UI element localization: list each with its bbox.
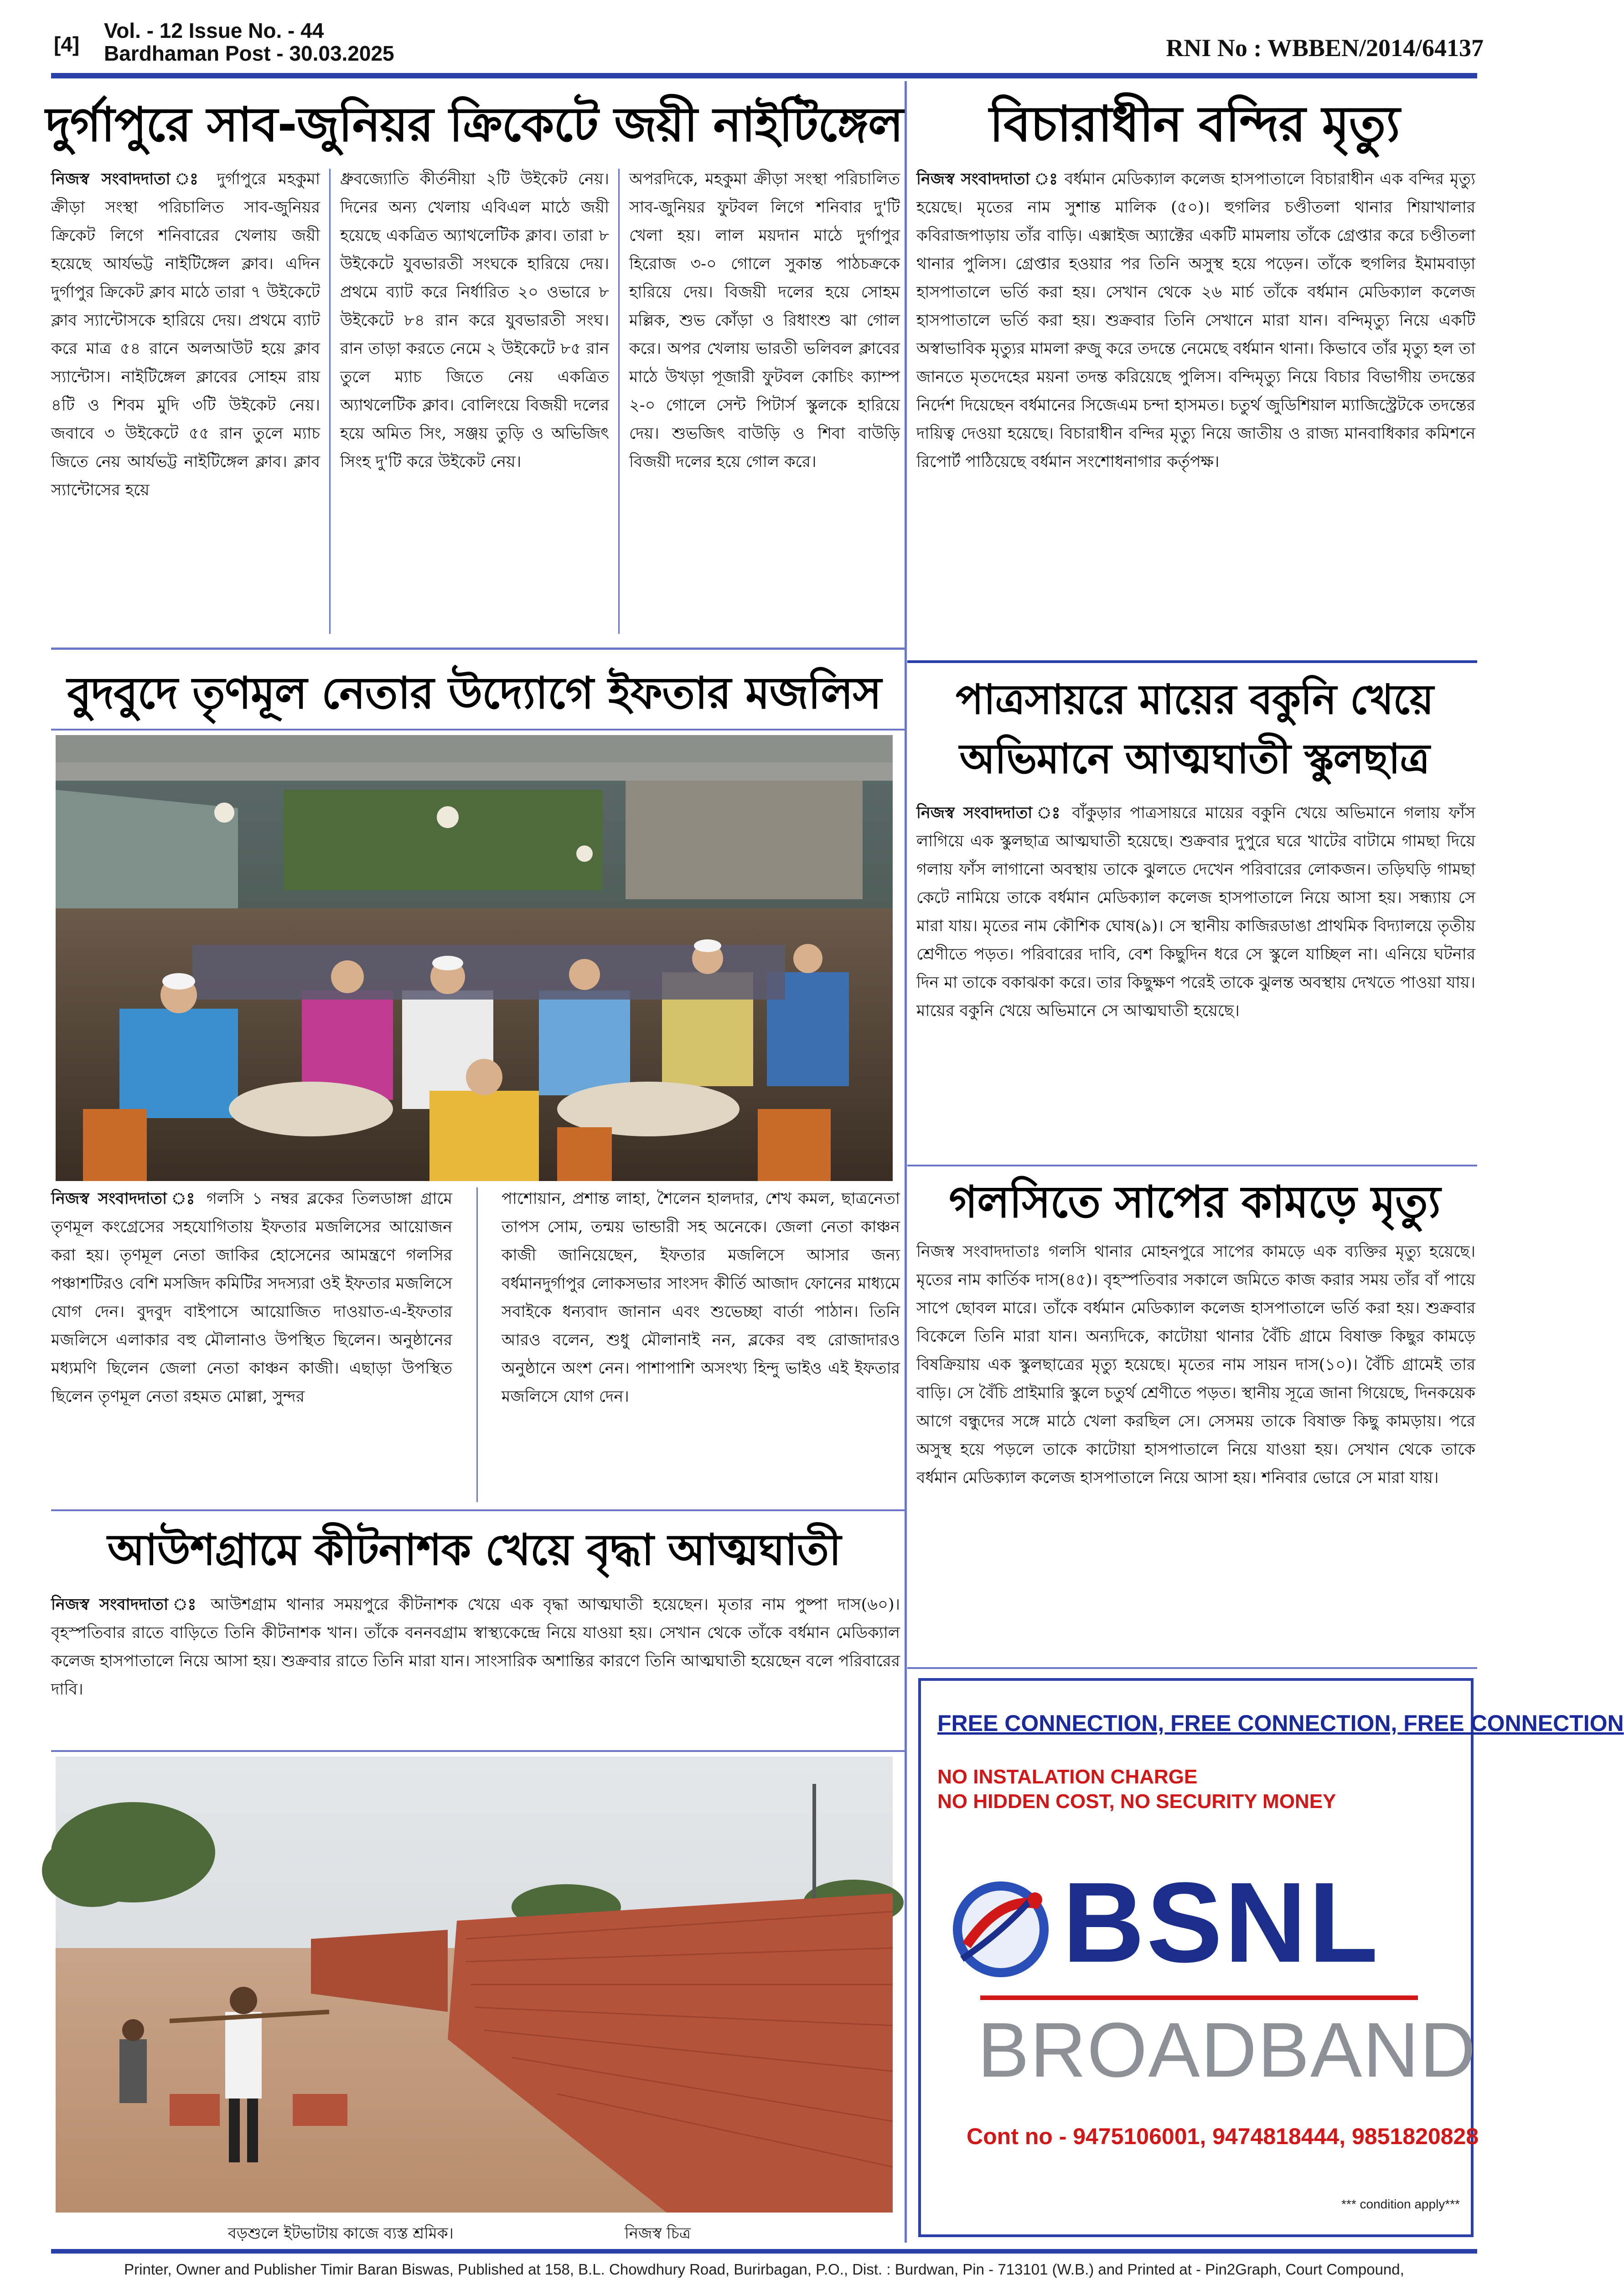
footer-rule (51, 2249, 1477, 2254)
iftar-col-2 (502, 1185, 900, 1504)
article-text: পাশোয়ান, প্রশান্ত লাহা, শৈলেন হালদার, শেখ কমল, ছাত্রনেতা তাপস সোম, তন্ময় ভান্ডারী সহ অনেকে। জেলা নেতা কাঞ্চন কাজী জানিয়েছেন, ইফতার মজলিসে আসার জন্য বর্ধমানদুর্গাপুর লোকসভার সাংসদ কীর্তি আজাদ ফোনের মাধ্যমে সবাইকে ধন্যবাদ জানান এবং শুভেচ্ছা বার্তা পাঠান। তিনি আরও বলেন, শুধু মৌলানাই নন, ব্লকের বহু রোজাদারও অনুষ্ঠানে অংশ নেন। পাশাপাশি অসংখ্য হিন্দু ভাইও এই ইফতার মজলিসে যোগ দেন। (502, 1190, 900, 1406)
section-rule (51, 1750, 905, 1752)
paper-date: Bardhaman Post - 30.03.2025 (104, 41, 394, 65)
article-text: দুর্গাপুরে মহকুমা ক্রীড়া সংস্থা পরিচালিত সাব-জুনিয়র ক্রিকেট লিগে শনিবারের খেলায় জয়ী হয়েছে আর্যভট্ট নাইটিঙ্গেল ক্লাব। এদিন দুর্গাপুর ক্রিকেট ক্লাব মাঠে তারা ৭ উইকেটে ক্লাব স্যান্টোসকে হারিয়ে দেয়। প্রথমে ব্যাট করে মাত্র ৫৪ রানে অলআউট হয়ে ক্লাব স্যান্টোস। নাইটিঙ্গেল ক্লাবের সোহম রায় ৪টি ও শিবম মুদি ৩টি উইকেট নেয়। জবাবে ৩ উইকেটে ৫৫ রান তুলে ম্যাচ জিতে নেয় আর্যভট্ট নাইটিঙ্গেল ক্লাব। ক্লাব স্যান্টোসের হয়ে (51, 170, 320, 499)
bsnl-advertisement (918, 1678, 1624, 2237)
byline: নিজস্ব সংবাদদাতা ঃ (916, 170, 1059, 188)
snake-body (916, 1238, 1475, 1666)
bsnl-logo-icon (948, 1877, 1053, 1982)
section-rule (907, 1667, 1477, 1669)
article-text: আউশগ্রাম থানার সময়পুরে কীটনাশক খেয়ে এক বৃদ্ধা আত্মঘাতী হয়েছেন। মৃতার নাম পুষ্পা দাস(৬০)। বৃহস্পতিবার রাতে বাড়িতে তিনি কীটনাশক খান। তাঁকে বননবগ্রাম স্বাস্থ্যকেন্দ্রে নিয়ে যাওয়া হয়। সেখান থেকে তাঁকে বর্ধমান মেডিক্যাল কলেজ হাসপাতালে নিয়ে আসা হয়। শুক্রবার রাতে তিনি মারা যান। সাংসারিক অশান্তির কারণে তিনি আত্মঘাতী হয়েছেন বলে পরিবারের দাবি। (51, 1596, 900, 1699)
iftar-col-1 (51, 1185, 452, 1504)
section-rule (51, 648, 905, 650)
ad-line-2: NO HIDDEN COST, NO SECURITY MONEY (937, 1790, 1336, 1813)
ad-product: BROADBAND (978, 2007, 1477, 2093)
cricket-col-3 (629, 165, 900, 639)
headline-snake: গলসিতে সাপের কামড়ে মৃত্যু (949, 1176, 1440, 1228)
header-rule (51, 73, 1477, 78)
brick-kiln-photo (56, 1757, 893, 2213)
iftar-photo (56, 735, 893, 1181)
photo-credit: নিজস্ব চিত্র (625, 2224, 691, 2243)
headline-cricket: দুর্গাপুরে সাব-জুনিয়র ক্রিকেটে জয়ী নাইটিঙ্গেল (46, 97, 903, 152)
article-text: ধ্রুবজ্যোতি কীর্তনীয়া ২টি উইকেট নেয়। দিনের অন্য খেলায় এবিএল মাঠে জয়ী হয়েছে একত্রিত অ্যাথলেটিক ক্লাব। তারা ৮ উইকেটে যুবভারতী সংঘকে হারিয়ে দেয়। প্রথমে ব্যাট করে নির্ধারিত ২০ ওভারে ৮ উইকেটে ৮৪ রান করে যুবভারতী সংঘ। রান তাড়া করতে নেমে ২ উইকেটে ৮৫ রান তুলে ম্যাচ জিতে নেয় একত্রিত অ্যাথলেটিক ক্লাব। বোলিংয়ে বিজয়ী দলের হয়ে অমিত সিং, সঞ্জয় তুড়ি ও অভিজিৎ সিংহ দু'টি করে উইকেট নেয়। (340, 170, 609, 471)
article-text: নিজস্ব সংবাদদাতাঃ গলসি থানার মোহনপুরে সাপের কামড়ে এক ব্যক্তির মৃত্যু হয়েছে। মৃতের নাম কার্তিক দাস(৪৫)। বৃহস্পতিবার সকালে জমিতে কাজ করার সময় তাঁর বাঁ পায়ে সাপে ছোবল মারে। তাঁকে বর্ধমান মেডিক্যাল কলেজ হাসপাতালে ভর্তি করা হয়। শুক্রবার বিকেলে তিনি মারা যান। অন্যদিকে, কাটোয়া থানার বৈঁচি গ্রামে বিষাক্ত কিছুর কামড়ে বিষক্রিয়ায় এক স্কুলছাত্রের মৃত্যু হয়েছে। মৃতের নাম সায়ন দাস(১০)। বৈঁচি গ্রামেই তার বাড়ি। সে বৈঁচি প্রাইমারি স্কুলে চতুর্থ শ্রেণীতে পড়ত। স্থানীয় সূত্রে জানা গিয়েছে, দিনকয়েক আগে বন্ধুদের সঙ্গে মাঠে খেলা করছিল সে। সেসময় তাকে বিষাক্ত কিছু কামড়ায়। পরে অসুস্থ হয়ে পড়লে তাকে কাটোয়া হাসপাতালে নিয়ে যাওয়া হয়। সেখান থেকে তাকে বর্ধমান মেডিক্যাল কলেজ হাসপাতালে নিয়ে আসা হয়। শনিবার ভোরে সে মারা যায়। (916, 1243, 1475, 1487)
ad-rule (980, 1995, 1418, 2000)
ad-condition: *** condition apply*** (1341, 2197, 1460, 2211)
cricket-col-2 (340, 165, 609, 639)
section-rule (907, 1165, 1477, 1166)
byline: নিজস্ব সংবাদদাতা ঃ (51, 170, 205, 188)
page-number: [4] (54, 32, 80, 56)
ad-title: FREE CONNECTION, FREE CONNECTION, FREE CONNECTION (937, 1710, 1624, 1736)
article-text: গলসি ১ নম্বর ব্লকের তিলডাঙ্গা গ্রামে তৃণমূল কংগ্রেসের সহযোগিতায় ইফতার মজলিসের আয়োজন করা হয়। তৃণমূল নেতা জাকির হোসেনের আমন্ত্রণে গলসির পঞ্চাশটিরও বেশি মসজিদ কমিটির সদস্যরা ওই ইফতার মজলিসে যোগ দেন। বুদবুদ বাইপাসে আয়োজিত দাওয়াত-এ-ইফতার মজলিসে এলাকার বহু মৌলানাও উপস্থিত ছিলেন। অনুষ্ঠানের মধ্যমণি ছিলেন জেলা নেতা কাঞ্চন কাজী। এছাড়া উপস্থিত ছিলেন তৃণমূল নেতা রহমত মোল্লা, সুন্দর (51, 1190, 452, 1406)
cricket-col-1 (51, 165, 320, 639)
article-text: অপরদিকে, মহকুমা ক্রীড়া সংস্থা পরিচালিত সাব-জুনিয়র ফুটবল লিগে শনিবার দু'টি খেলা হয়। লাল ময়দান মাঠে দুর্গাপুর হিরোজ ৩-০ গোলে সুকান্ত পাঠচক্রকে হারিয়ে দেয়। বিজয়ী দলের হয়ে সোহম মল্লিক, শুভ কোঁড়া ও রিধাংশু ঝা গোল করে। অপর খেলায় ভারতী ভলিবল ক্লাবের মাঠে উখড়া পূজারী ফুটবল কোচিং ক্যাম্প ২-০ গোলে সেন্ট পিটার্স স্কুলকে হারিয়ে দেয়। শুভজিৎ বাউড়ি ও শিবা বাউড়ি বিজয়ী দলের হয়ে গোল করে। (629, 170, 900, 471)
headline-student-line2: অভিমানে আত্মঘাতী স্কুলছাত্র (959, 735, 1430, 783)
headline-prisoner: বিচারাধীন বন্দির মৃত্যু (989, 96, 1400, 153)
volume-issue: Vol. - 12 Issue No. - 44 (104, 19, 324, 42)
section-rule (907, 660, 1477, 663)
prisoner-body (916, 165, 1475, 648)
headline-iftar: বুদবুদে তৃণমূল নেতার উদ্যোগে ইফতার মজলিস (67, 668, 881, 719)
article-text: বর্ধমান মেডিক্যাল কলেজ হাসপাতালে বিচারাধীন এক বন্দির মৃত্যু হয়েছে। মৃতের নাম সুশান্ত মালিক (৫০)। হুগলির চণ্ডীতলা থানার শিয়াখালার কবিরাজপাড়ায় তাঁর বাড়ি। এক্সাইজ অ্যাক্টের একটি মামলায় তাঁকে গ্রেপ্তার করে চণ্ডীতলা থানার পুলিস। গ্রেপ্তার হওয়ার পর তিনি অসুস্থ হয়ে পড়েন। তাঁকে হুগলির ইমামবাড়া হাসপাতালে ভর্তি করা হয়। সেখান থেকে ২৬ মার্চ তাঁকে বর্ধমান মেডিক্যাল কলেজ হাসপাতালে ভর্তি করা হয়। শুক্রবার তিনি সেখানে মারা যান। বন্দিমৃত্যু নিয়ে একটি অস্বাভাবিক মৃত্যুর মামলা রুজু করে তদন্তে নেমেছে বর্ধমান থানা। কিভাবে তাঁর মৃত্যু হল তা জানতে মৃতদেহের ময়না তদন্ত করিয়েছে পুলিস। বন্দিমৃত্যু নিয়ে বিচার বিভাগীয় তদন্তের নির্দেশ দিয়েছেন বর্ধমানের সিজেএম চন্দা হাসমত। চতুর্থ জুডিশিয়াল ম্যাজিস্ট্রেটকে তদন্তের দায়িত্ব দেওয়া হয়েছে। বিচারাধীন বন্দির মৃত্যু নিয়ে জাতীয় ও রাজ্য মানবাধিকার কমিশনে রিপোর্ট পাঠিয়েছে বর্ধমান সংশোধনাগার কর্তৃপক্ষ। (916, 170, 1475, 471)
column-divider (905, 81, 907, 2243)
section-rule (51, 1509, 905, 1511)
ad-brand: BSNL (1062, 1859, 1380, 1986)
headline-student-line1: পাত্রসায়রে মায়ের বকুনি খেয়ে (956, 676, 1433, 724)
ad-contact: Cont no - 9475106001, 9474818444, 9851820828 (967, 2124, 1479, 2149)
photo-caption: বড়শুলে ইটভাটায় কাজে ব্যস্ত শ্রমিক। (228, 2224, 454, 2243)
byline: নিজস্ব সংবাদদাতা ঃ (51, 1596, 201, 1614)
col-rule (618, 169, 620, 634)
footer-line-1: Printer, Owner and Publisher Timir Baran Biswas, Published at 158, B.L. Chowdhury Road, Burirbagan, P.O., Dist. : Burdwan, Pin - 713101 (W.B.) and Printed at - Pin2Graph, Court Compound, (124, 2261, 1404, 2278)
headline-pesticide: আউশগ্রামে কীটনাশক খেয়ে বৃদ্ধা আত্মঘাতী (107, 1525, 841, 1575)
student-body (916, 799, 1475, 1164)
col-rule (476, 1187, 478, 1502)
byline: নিজস্ব সংবাদদাতা ঃ (51, 1190, 198, 1208)
pesticide-body (51, 1591, 900, 1746)
article-text: বাঁকুড়ার পাত্রসায়রে মায়ের বকুনি খেয়ে অভিমানে গলায় ফাঁস লাগিয়ে এক স্কুলছাত্র আত্মঘাতী হয়েছে। শুক্রবার দুপুরে ঘরে খাটের বাটামে গামছা দিয়ে গলায় ফাঁস লাগানো অবস্থায় তাকে ঝুলতে দেখেন পরিবারের লোকজন। তড়িঘড়ি গামছা কেটে নামিয়ে তাকে বর্ধমান মেডিক্যাল কলেজ হাসপাতালে নিয়ে আসা হয়। সন্ধ্যায় সে মারা যায়। মৃতের নাম কৌশিক ঘোষ(৯)। সে স্থানীয় কাজিরডাঙা প্রাথমিক বিদ্যালয়ে তৃতীয় শ্রেণীতে পড়ত। পরিবারের দাবি, বেশ কিছুদিন ধরে সে স্কুলে যাচ্ছিল না। এনিয়ে ঘটনার দিন মা তাকে বকাঝকা করে। তার কিছুক্ষণ পরেই তাকে ঝুলন্ত অবস্থায় দেখতে পাওয়া যায়। মায়ের বকুনি খেয়ে অভিমানে সে আত্মঘাতী হয়েছে। (916, 804, 1475, 1020)
section-rule (51, 729, 905, 731)
rni-number: RNI No : WBBEN/2014/64137 (1166, 34, 1484, 62)
col-rule (329, 169, 331, 634)
byline: নিজস্ব সংবাদদাতা ঃ (916, 804, 1064, 822)
ad-line-1: NO INSTALATION CHARGE (937, 1766, 1198, 1788)
